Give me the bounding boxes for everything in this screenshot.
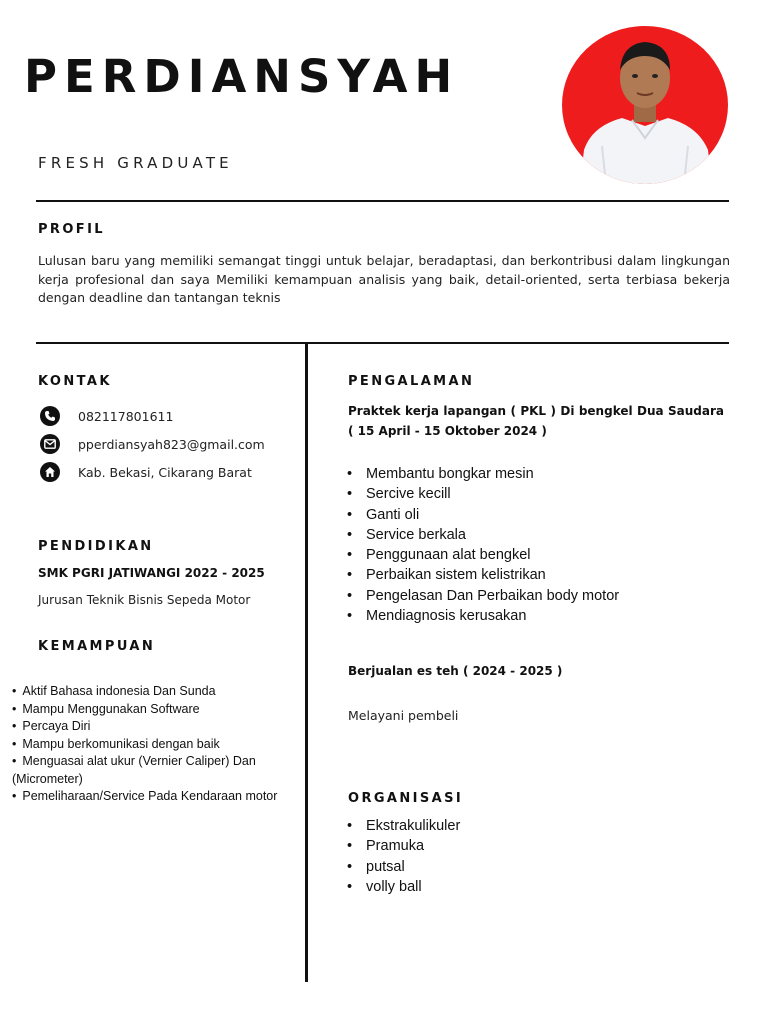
address-text: Kab. Bekasi, Cikarang Barat: [78, 464, 252, 480]
skill-item: • Aktif Bahasa indonesia Dan Sunda: [12, 683, 297, 701]
profile-text: Lulusan baru yang memiliki semangat tinggi untuk belajar, beradaptasi, dan berkontribusi dalam lingkungan kerja profesional dan saya Memiliki kemampuan analisis yang baik, detail-oriented, serta terbiasa bekerja dengan deadline dan tantangan teknis: [38, 253, 730, 305]
resume-title: FRESH GRADUATE: [38, 154, 233, 172]
task-item: • Pengelasan Dan Perbaikan body motor: [347, 586, 619, 606]
skills-heading: KEMAMPUAN: [38, 639, 156, 654]
task-item: • Sercive kecill: [347, 484, 619, 504]
contact-email: [40, 434, 265, 454]
contact-address: [40, 462, 252, 482]
skills-list: [12, 683, 297, 806]
task-item: • Mendiagnosis kerusakan: [347, 606, 619, 626]
email-icon: [40, 434, 60, 454]
contact-heading: KONTAK: [38, 374, 112, 389]
job1-task-list: [347, 464, 619, 626]
education-school: SMK PGRI JATIWANGI 2022 - 2025: [38, 566, 265, 580]
job2-description: Melayani pembeli: [348, 708, 459, 723]
task-item: • Service berkala: [347, 525, 619, 545]
profile-divider: [36, 342, 729, 344]
email-address[interactable]: pperdiansyah823@gmail.com: [78, 436, 265, 452]
organization-list: [347, 816, 460, 897]
phone-number: 082117801611: [78, 408, 174, 424]
organization-item: • volly ball: [347, 877, 460, 897]
skill-item: • Mampu berkomunikasi dengan baik: [12, 736, 297, 754]
organization-item: • putsal: [347, 857, 460, 877]
job1-title: Praktek kerja lapangan ( PKL ) Di bengkel Dua Saudara ( 15 April - 15 Oktober 2024 ): [348, 404, 724, 438]
task-item: • Penggunaan alat bengkel: [347, 545, 619, 565]
profile-photo: [562, 26, 728, 184]
person-photo-icon: [562, 26, 728, 184]
column-divider: [305, 342, 308, 982]
education-heading: PENDIDIKAN: [38, 539, 154, 554]
task-item: • Perbaikan sistem kelistrikan: [347, 565, 619, 585]
organization-item: • Pramuka: [347, 836, 460, 856]
task-item: • Ganti oli: [347, 505, 619, 525]
skill-item: • Menguasai alat ukur (Vernier Caliper) Dan (Micrometer): [12, 753, 297, 788]
organization-item: • Ekstrakulikuler: [347, 816, 460, 836]
job2-title: Berjualan es teh ( 2024 - 2025 ): [348, 664, 563, 678]
resume-name: PERDIANSYAH: [24, 50, 460, 103]
experience-heading: PENGALAMAN: [348, 374, 475, 389]
organization-heading: ORGANISASI: [348, 791, 464, 806]
task-item: • Membantu bongkar mesin: [347, 464, 619, 484]
skill-item: • Mampu Menggunakan Software: [12, 701, 297, 719]
skill-item: • Pemeliharaan/Service Pada Kendaraan motor: [12, 788, 297, 806]
education-major: Jurusan Teknik Bisnis Sepeda Motor: [38, 593, 251, 607]
phone-icon: [40, 406, 60, 426]
profile-heading: PROFIL: [38, 222, 105, 237]
contact-phone: [40, 406, 173, 426]
header-divider: [36, 200, 729, 202]
skill-item: • Percaya Diri: [12, 718, 297, 736]
home-icon: [40, 462, 60, 482]
